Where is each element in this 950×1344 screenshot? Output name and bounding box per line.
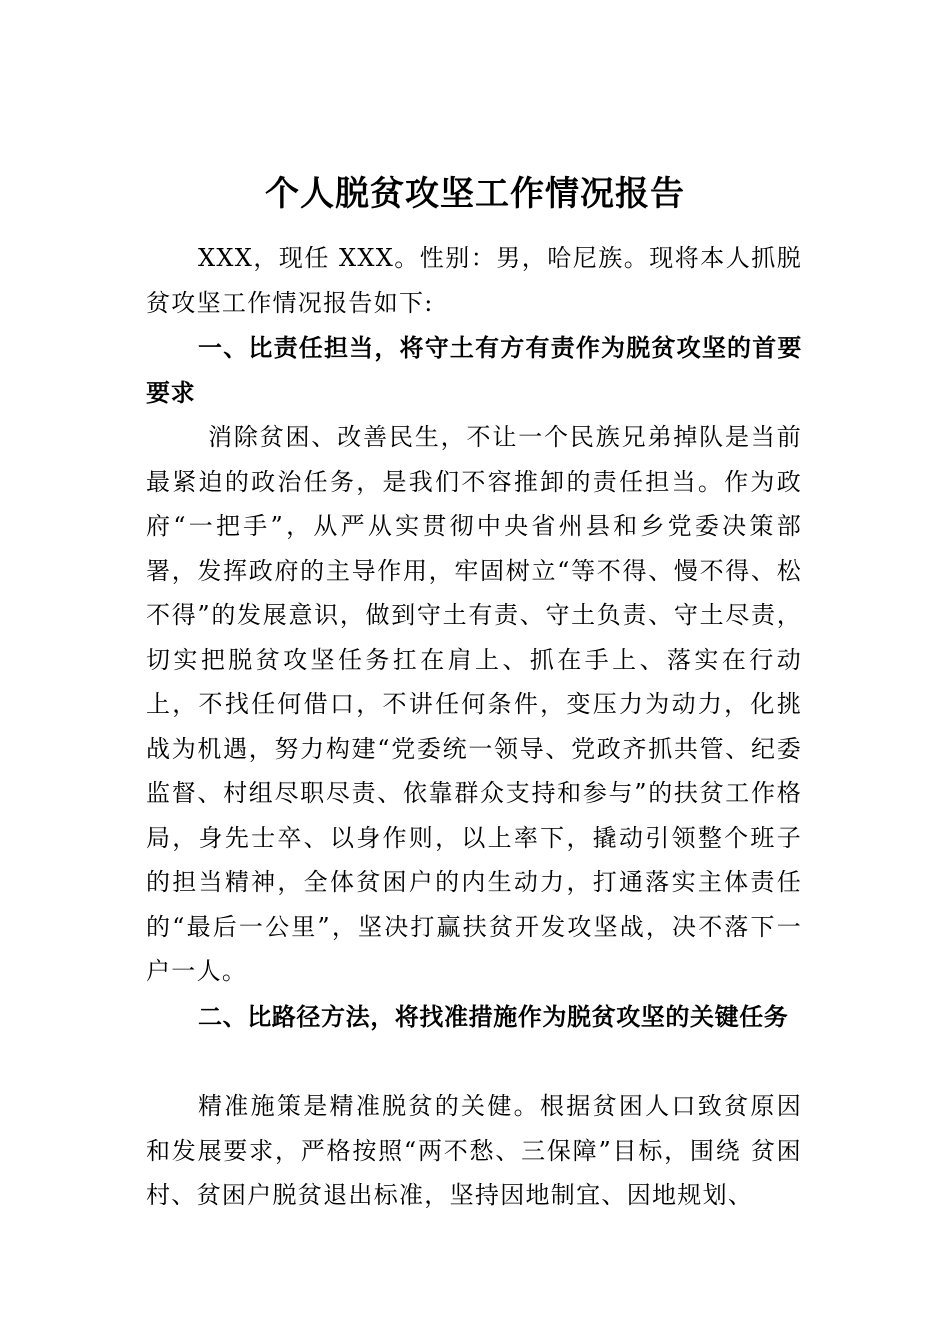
- intro-paragraph: XXX，现任 XXX。性别：男，哈尼族。现将本人抓脱贫攻坚工作情况报告如下:: [146, 244, 802, 317]
- section-one-heading: 一、比责任担当，将守土有方有责作为脱贫攻坚的首要要求: [146, 334, 802, 407]
- section-one-paragraph: 消除贫困、改善民生，不让一个民族兄弟掉队是当前最紧迫的政治任务，是我们不容推卸的责任担当。作为政府“一把手”，从严从实贯彻中央省州县和乡党委决策部署，发挥政府的主导作用，牢固树立“等不得、慢不得、松不得”的发展意识，做到守土有责、守土负责、守土尽责，切实把脱贫攻坚任务扛在肩上、抓在手上、落实在行动上，不找任何借口，不讲任何条件，变压力为动力，化挑战为机遇，努力构建“党委统一领导、党政齐抓共管、纪委监督、村组尽职尽责、依靠群众支持和参与”的扶贫工作格局，身先士卒、以身作则，以上率下，撬动引领整个班子的担当精神，全体贫困户的内生动力，打通落实主体责任的“最后一公里”，坚决打赢扶贫开发攻坚战，决不落下一户一人。: [146, 423, 802, 985]
- section-two-paragraph: 精准施策是精准脱贫的关健。根据贫困人口致贫原因和发展要求，严格按照“两不愁、三保障”目标，围绕 贫困村、贫困户脱贫退出标准，坚持因地制宜、因地规划、: [146, 1092, 802, 1209]
- section-two-heading: 二、比路径方法，将找准措施作为脱贫攻坚的关键任务: [198, 1003, 789, 1031]
- document-title: 个人脱贫攻坚工作情况报告: [265, 174, 685, 214]
